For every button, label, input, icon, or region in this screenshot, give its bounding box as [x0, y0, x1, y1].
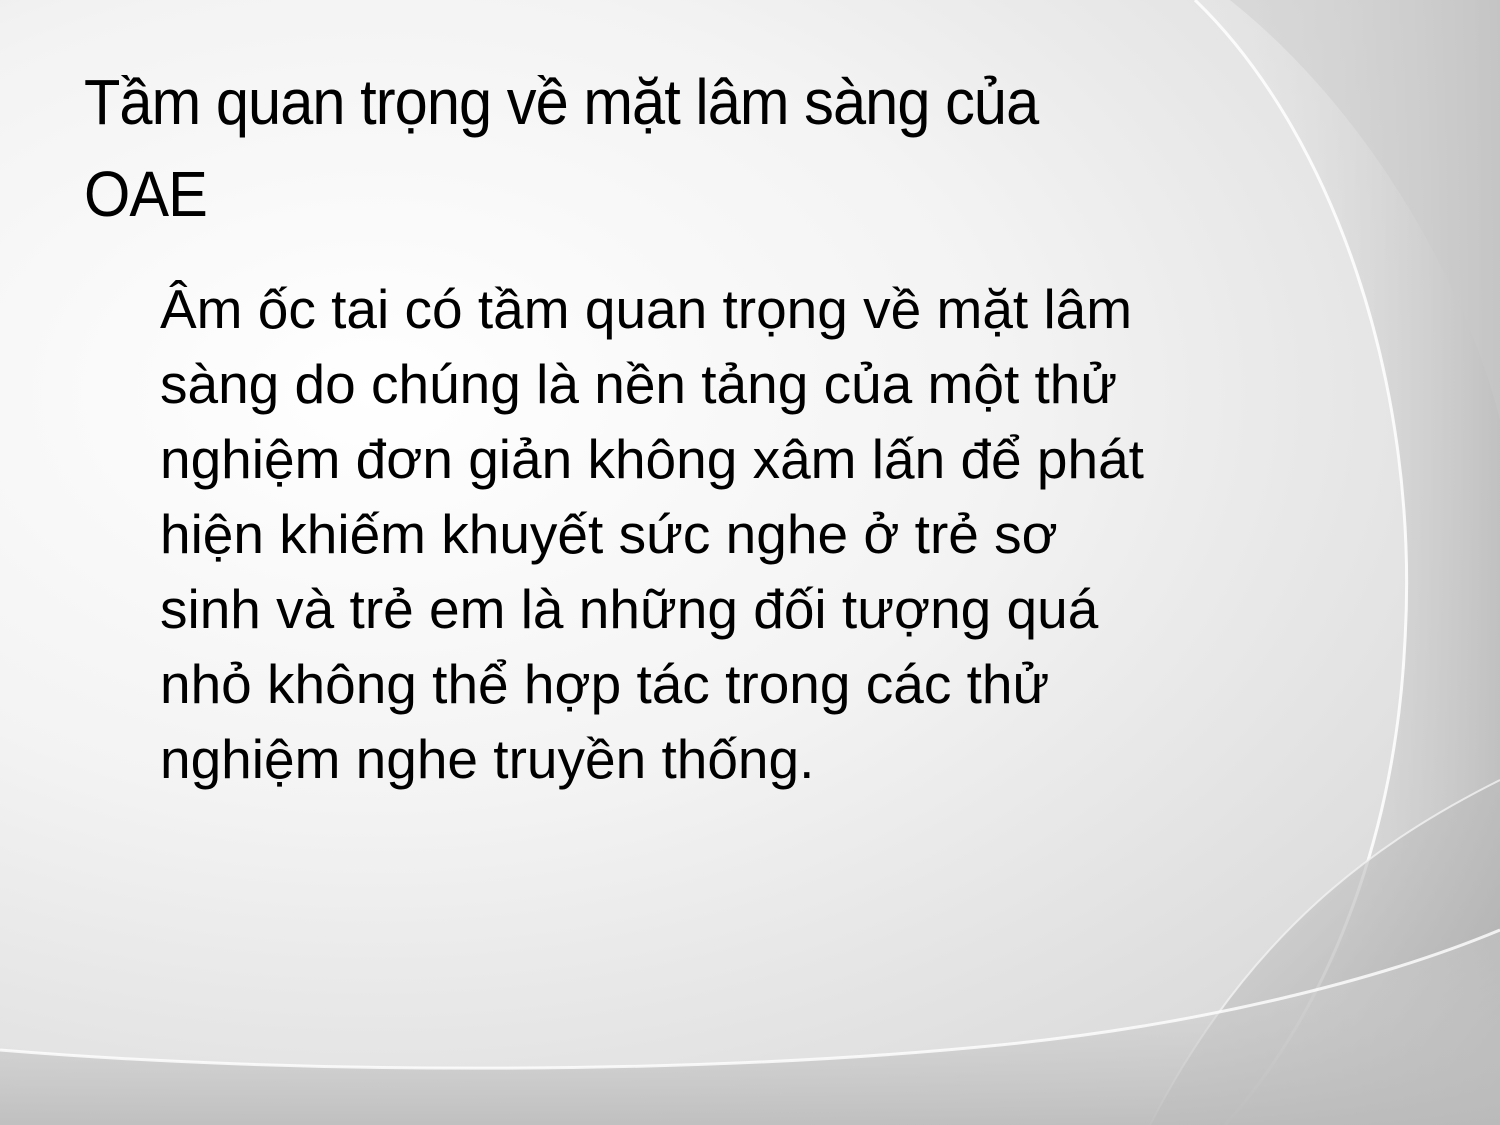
slide-title-line: OAE — [84, 158, 207, 230]
slide-title-line: Tầm quan trọng về mặt lâm sàng của — [84, 66, 1039, 138]
body-line: nghiệm đơn giản không xâm lấn để phát — [160, 428, 1144, 490]
body-line: nhỏ không thể hợp tác trong các thử — [160, 653, 1050, 715]
slide-body-text — [160, 272, 1340, 797]
body-line: sinh và trẻ em là những đối tượng quá — [160, 578, 1099, 640]
body-line: Âm ốc tai có tầm quan trọng về mặt lâm — [160, 278, 1133, 340]
body-line: sàng do chúng là nền tảng của một thử — [160, 353, 1118, 415]
slide-title — [84, 56, 1247, 240]
body-line: nghiệm nghe truyền thống. — [160, 728, 815, 790]
body-line: hiện khiếm khuyết sức nghe ở trẻ sơ — [160, 503, 1058, 565]
